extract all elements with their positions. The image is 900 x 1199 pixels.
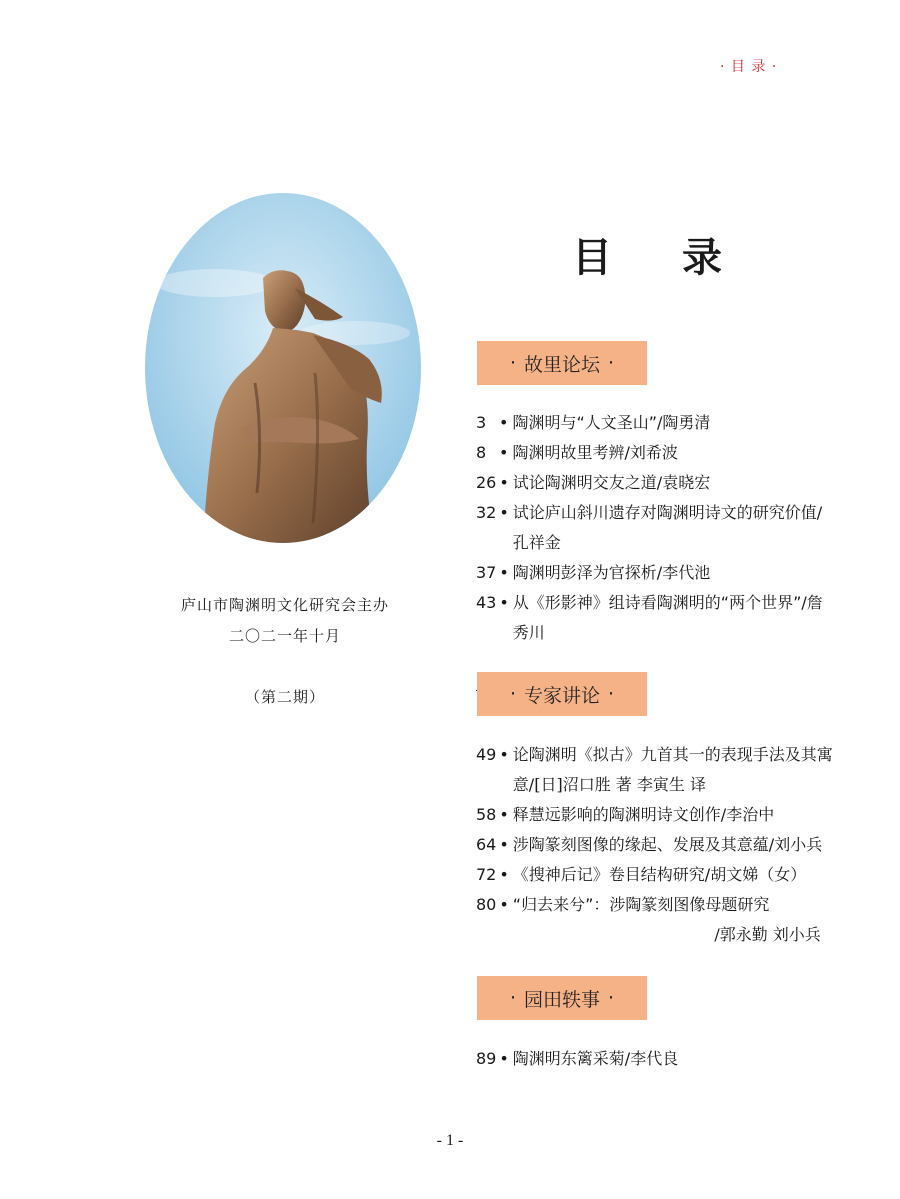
- entry-author: 胡文娣（女）: [710, 865, 807, 884]
- publisher-line: 庐山市陶渊明文化研究会主办: [180, 596, 389, 614]
- toc-entry[interactable]: 58 • 释慧远影响的陶渊明诗文创作/李治中: [476, 800, 846, 830]
- toc-entry[interactable]: 89 • 陶渊明东篱采菊/李代良: [476, 1044, 846, 1074]
- date-line: 二〇二一年十月: [228, 627, 341, 645]
- toc-entry[interactable]: 43 • 从《形影神》组诗看陶渊明的“两个世界”/詹秀川: [476, 588, 846, 648]
- section-label: 园田轶事: [523, 988, 600, 1011]
- entry-title: 涉陶篆刻图像的缘起、发展及其意蕴/: [512, 835, 775, 854]
- toc-entry[interactable]: 49 • 论陶渊明《拟古》九首其一的表现手法及其寓意/[日]沼口胜 著 李寅生 译: [476, 740, 846, 800]
- entry-title: 《搜神后记》卷目结构研究/: [512, 865, 711, 884]
- bullet-dot: ·: [608, 987, 615, 1009]
- entry-title: 试论陶渊明交友之道/: [512, 473, 663, 492]
- section-label: 专家讲论: [523, 684, 600, 707]
- page-ref: 43: [476, 593, 497, 612]
- entry-title: “归去来兮”：涉陶篆刻图像母题研究: [512, 895, 770, 914]
- entry-author: 陶勇清: [662, 413, 711, 432]
- entry-title: 陶渊明故里考辨/: [512, 443, 630, 462]
- toc-entry[interactable]: 26 • 试论陶渊明交友之道/袁晓宏: [476, 468, 846, 498]
- publisher-caption: [160, 590, 410, 652]
- page-ref: 37: [476, 563, 497, 582]
- page-ref: 64: [476, 835, 497, 854]
- section-header-zhuanjia: [477, 672, 647, 716]
- entry-title: 论陶渊明《拟古》九首其一的表现手法及其寓意/: [512, 745, 833, 794]
- toc-entry[interactable]: 37 • 陶渊明彭泽为官探析/李代池: [476, 558, 846, 588]
- bullet-dot: ·: [509, 352, 516, 374]
- toc-entry[interactable]: 32 • 试论庐山斜川遗存对陶渊明诗文的研究价值/孔祥金: [476, 498, 846, 558]
- page-ref: 8: [476, 443, 487, 462]
- section-entries-guli: [476, 408, 846, 648]
- entry-author: /郭永勤 刘小兵: [714, 925, 821, 944]
- entry-author: 刘希波: [629, 443, 678, 462]
- entry-author: 袁晓宏: [662, 473, 711, 492]
- section-header-yuantian: [477, 976, 647, 1020]
- page-ref: 49: [476, 745, 497, 764]
- statue-portrait-image: [145, 193, 421, 543]
- bullet-dot: ·: [509, 683, 516, 705]
- bullet-dot: ·: [509, 987, 516, 1009]
- entry-title: 试论庐山斜川遗存对陶渊明诗文的研究价值/: [512, 503, 823, 522]
- page-number: - 1 -: [436, 1132, 464, 1149]
- toc-entry[interactable]: 72 • 《搜神后记》卷目结构研究/胡文娣（女）: [476, 860, 846, 890]
- toc-entry[interactable]: 80 • “归去来兮”：涉陶篆刻图像母题研究 /郭永勤 刘小兵: [476, 890, 846, 950]
- entry-title: 从《形影神》组诗看陶渊明的“两个世界”/: [512, 593, 807, 612]
- issue-label: （第二期）: [244, 688, 325, 706]
- section-label: 故里论坛: [523, 353, 600, 376]
- page-ref: 89: [476, 1049, 497, 1068]
- page-ref: 72: [476, 865, 497, 884]
- entry-title: 陶渊明与“人文圣山”/: [512, 413, 663, 432]
- section-entries-yuantian: [476, 1044, 846, 1074]
- toc-title: 目录: [572, 235, 792, 281]
- toc-entry[interactable]: 3 • 陶渊明与“人文圣山”/陶勇清: [476, 408, 846, 438]
- section-entries-zhuanjia: [476, 740, 846, 950]
- running-head: · 目 录 ·: [720, 59, 778, 75]
- toc-entry[interactable]: 8 • 陶渊明故里考辨/刘希波: [476, 438, 846, 468]
- bullet-dot: ·: [608, 683, 615, 705]
- entry-author: [日]沼口胜 著 李寅生 译: [534, 775, 706, 794]
- entry-author: 李代池: [662, 563, 711, 582]
- page-ref: 58: [476, 805, 497, 824]
- section-header-guli: [477, 341, 647, 385]
- entry-author: 詹秀川: [512, 593, 823, 642]
- entry-author: 李治中: [726, 805, 775, 824]
- entry-title: 释慧远影响的陶渊明诗文创作/: [512, 805, 727, 824]
- page-ref: 26: [476, 473, 497, 492]
- page-ref: 3: [476, 413, 487, 432]
- toc-entry[interactable]: 64 • 涉陶篆刻图像的缘起、发展及其意蕴/刘小兵: [476, 830, 846, 860]
- page-ref: 32: [476, 503, 497, 522]
- entry-author: 刘小兵: [774, 835, 823, 854]
- page-ref: 80: [476, 895, 497, 914]
- entry-author: 李代良: [630, 1049, 679, 1068]
- entry-title: 陶渊明彭泽为官探析/: [512, 563, 663, 582]
- entry-author: 孔祥金: [512, 533, 561, 552]
- bullet-dot: ·: [608, 352, 615, 374]
- entry-title: 陶渊明东篱采菊/: [512, 1049, 631, 1068]
